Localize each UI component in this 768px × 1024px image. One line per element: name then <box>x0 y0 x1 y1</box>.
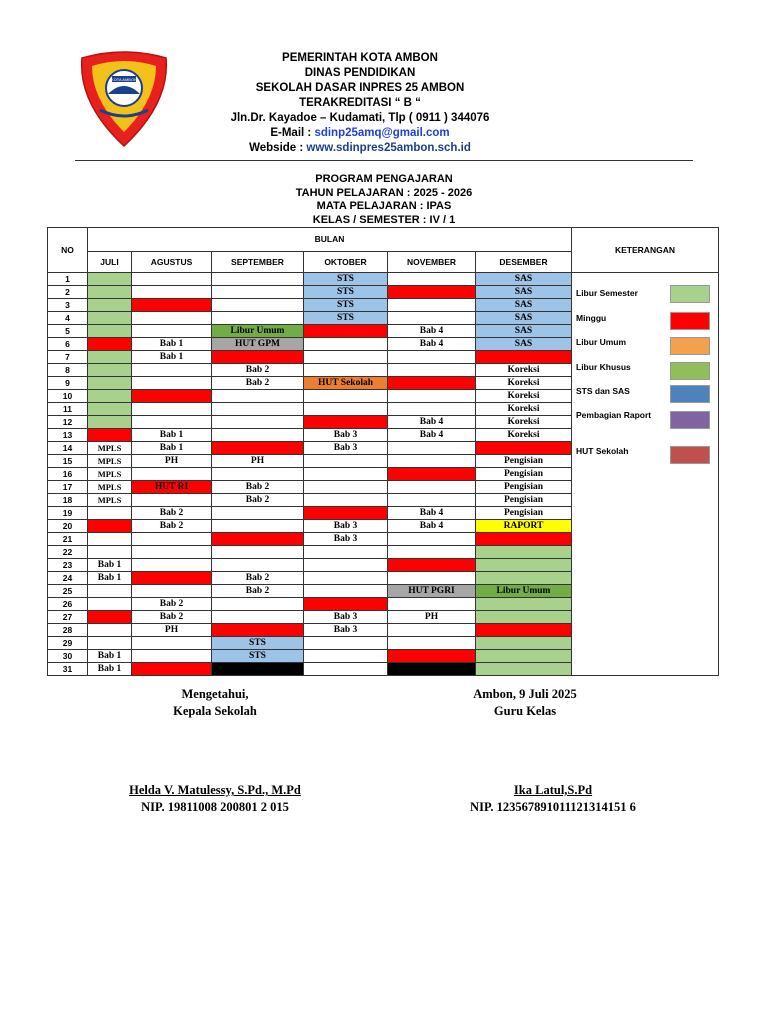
cell-september: Bab 2 <box>212 585 304 598</box>
header-no: NO <box>48 228 88 273</box>
cell-desember: Pengisian <box>476 468 572 481</box>
cell-juli: MPLS <box>88 455 132 468</box>
cell-november <box>388 481 476 494</box>
gov-name: PEMERINTAH KOTA AMBON <box>282 52 438 64</box>
cell-desember: SAS <box>476 338 572 351</box>
cell-agustus <box>132 312 212 325</box>
email-line <box>180 126 540 141</box>
cell-oktober: STS <box>304 286 388 299</box>
cell-desember <box>476 650 572 663</box>
cell-desember <box>476 546 572 559</box>
cell-oktober <box>304 637 388 650</box>
row-number: 6 <box>48 338 88 351</box>
cell-november <box>388 455 476 468</box>
teacher-title: Guru Kelas <box>493 704 557 718</box>
row-number: 11 <box>48 403 88 416</box>
cell-juli <box>88 286 132 299</box>
cell-agustus: Bab 1 <box>132 442 212 455</box>
row-number: 28 <box>48 624 88 637</box>
cell-juli <box>88 312 132 325</box>
cell-november <box>388 533 476 546</box>
cell-oktober <box>304 390 388 403</box>
cell-juli <box>88 338 132 351</box>
program-title-block <box>200 173 568 227</box>
row-number: 30 <box>48 650 88 663</box>
cell-november <box>388 624 476 637</box>
cell-november <box>388 663 476 676</box>
cell-november: Bab 4 <box>388 507 476 520</box>
cell-agustus: Bab 1 <box>132 338 212 351</box>
cell-september <box>212 546 304 559</box>
cell-november <box>388 637 476 650</box>
cell-oktober <box>304 338 388 351</box>
cell-oktober <box>304 364 388 377</box>
cell-september <box>212 468 304 481</box>
row-number: 8 <box>48 364 88 377</box>
cell-oktober <box>304 455 388 468</box>
row-number: 4 <box>48 312 88 325</box>
teacher-block <box>440 686 610 720</box>
cell-oktober: STS <box>304 312 388 325</box>
cell-september: Bab 2 <box>212 494 304 507</box>
cell-juli <box>88 546 132 559</box>
cell-desember <box>476 572 572 585</box>
cell-agustus <box>132 364 212 377</box>
cell-desember: Koreksi <box>476 429 572 442</box>
cell-desember: Koreksi <box>476 377 572 390</box>
program-title: PROGRAM PENGAJARAN <box>315 173 453 185</box>
row-number: 9 <box>48 377 88 390</box>
cell-desember: Koreksi <box>476 416 572 429</box>
place-date: Ambon, 9 Juli 2025 <box>473 687 577 701</box>
calendar-body <box>48 273 719 676</box>
row-number: 20 <box>48 520 88 533</box>
cell-agustus <box>132 559 212 572</box>
cell-agustus <box>132 299 212 312</box>
cell-oktober <box>304 507 388 520</box>
cell-november <box>388 364 476 377</box>
cell-desember: Pengisian <box>476 507 572 520</box>
row-number: 14 <box>48 442 88 455</box>
cell-desember <box>476 442 572 455</box>
row-number: 25 <box>48 585 88 598</box>
month-header-juli: JULI <box>88 252 132 273</box>
school-name: SEKOLAH DASAR INPRES 25 AMBON <box>255 82 465 94</box>
cell-juli <box>88 273 132 286</box>
cell-september <box>212 429 304 442</box>
cell-september <box>212 286 304 299</box>
cell-desember <box>476 611 572 624</box>
month-header-oktober: OKTOBER <box>304 252 388 273</box>
teacher-nip: NIP. 123567891011121314151 6 <box>470 800 636 814</box>
cell-november <box>388 442 476 455</box>
legend-swatch <box>670 362 710 380</box>
row-number: 7 <box>48 351 88 364</box>
email-link[interactable]: sdinp25amq@gmail.com <box>314 127 450 139</box>
cell-agustus <box>132 273 212 286</box>
row-number: 29 <box>48 637 88 650</box>
cell-desember: SAS <box>476 273 572 286</box>
cell-agustus: PH <box>132 455 212 468</box>
legend-label: Minggu <box>576 313 607 323</box>
website-line <box>180 141 540 156</box>
cell-september: Bab 2 <box>212 377 304 390</box>
cell-september <box>212 299 304 312</box>
cell-desember <box>476 637 572 650</box>
cell-juli: Bab 1 <box>88 650 132 663</box>
row-number: 10 <box>48 390 88 403</box>
cell-november <box>388 494 476 507</box>
cell-september <box>212 624 304 637</box>
cell-november <box>388 546 476 559</box>
svg-text:KOTA AMBON: KOTA AMBON <box>111 77 137 82</box>
row-number: 24 <box>48 572 88 585</box>
legend-swatch <box>670 312 710 330</box>
cell-juli <box>88 533 132 546</box>
keterangan-column <box>572 273 719 676</box>
cell-september <box>212 312 304 325</box>
cell-november: Bab 4 <box>388 416 476 429</box>
row-number: 21 <box>48 533 88 546</box>
cell-september: Bab 2 <box>212 364 304 377</box>
logo-shield-icon <box>78 48 170 148</box>
website-link[interactable]: www.sdinpres25ambon.sch.id <box>306 142 471 154</box>
cell-agustus: Bab 2 <box>132 611 212 624</box>
row-number: 26 <box>48 598 88 611</box>
legend-swatch <box>670 337 710 355</box>
cell-desember <box>476 624 572 637</box>
cell-oktober <box>304 663 388 676</box>
row-number: 23 <box>48 559 88 572</box>
cell-november <box>388 273 476 286</box>
cell-agustus <box>132 377 212 390</box>
cell-desember: SAS <box>476 286 572 299</box>
cell-november <box>388 299 476 312</box>
cell-oktober: Bab 3 <box>304 533 388 546</box>
cell-juli: MPLS <box>88 481 132 494</box>
teacher-name: Ika Latul,S.Pd <box>513 783 593 797</box>
cell-agustus: Bab 2 <box>132 507 212 520</box>
teacher-signature <box>438 782 668 816</box>
cell-oktober: Bab 3 <box>304 520 388 533</box>
headmaster-nip: NIP. 19811008 200801 2 015 <box>141 800 289 814</box>
cell-november <box>388 390 476 403</box>
cell-oktober <box>304 416 388 429</box>
cell-desember: Libur Umum <box>476 585 572 598</box>
cell-juli <box>88 585 132 598</box>
subject: MATA PELAJARAN : IPAS <box>316 200 452 212</box>
cell-agustus <box>132 468 212 481</box>
cell-desember: Koreksi <box>476 364 572 377</box>
cell-agustus: PH <box>132 624 212 637</box>
cell-juli <box>88 364 132 377</box>
cell-desember: Koreksi <box>476 403 572 416</box>
cell-oktober: Bab 3 <box>304 624 388 637</box>
email-label: E-Mail : <box>270 127 312 139</box>
cell-agustus: Bab 2 <box>132 598 212 611</box>
cell-agustus <box>132 390 212 403</box>
cell-september <box>212 663 304 676</box>
cell-november <box>388 572 476 585</box>
cell-desember <box>476 351 572 364</box>
cell-oktober <box>304 468 388 481</box>
headmaster-signature <box>95 782 335 816</box>
row-number: 31 <box>48 663 88 676</box>
cell-november: Bab 4 <box>388 429 476 442</box>
cell-desember: SAS <box>476 312 572 325</box>
legend-label: Pembagian Raport <box>576 410 652 420</box>
cell-oktober <box>304 559 388 572</box>
cell-agustus <box>132 286 212 299</box>
cell-oktober <box>304 325 388 338</box>
cell-oktober <box>304 572 388 585</box>
cell-desember: Pengisian <box>476 494 572 507</box>
cell-juli: Bab 1 <box>88 559 132 572</box>
month-header-november: NOVEMBER <box>388 252 476 273</box>
cell-oktober <box>304 598 388 611</box>
cell-oktober <box>304 481 388 494</box>
cell-juli <box>88 624 132 637</box>
cell-juli <box>88 520 132 533</box>
row-number: 12 <box>48 416 88 429</box>
table-row <box>48 273 719 286</box>
cell-september <box>212 559 304 572</box>
cell-oktober <box>304 494 388 507</box>
cell-november <box>388 559 476 572</box>
cell-desember: Pengisian <box>476 455 572 468</box>
cell-september: STS <box>212 637 304 650</box>
cell-desember: Koreksi <box>476 390 572 403</box>
cell-september <box>212 416 304 429</box>
school-logo <box>78 48 170 148</box>
legend-label: Libur Khusus <box>576 362 631 372</box>
cell-desember <box>476 559 572 572</box>
row-number: 16 <box>48 468 88 481</box>
cell-oktober: HUT Sekolah <box>304 377 388 390</box>
cell-oktober <box>304 403 388 416</box>
cell-september <box>212 390 304 403</box>
cell-september: Bab 2 <box>212 572 304 585</box>
cell-september: PH <box>212 455 304 468</box>
cell-november <box>388 403 476 416</box>
row-number: 22 <box>48 546 88 559</box>
cell-november <box>388 377 476 390</box>
cell-juli <box>88 611 132 624</box>
legend-label: Libur Umum <box>576 337 627 347</box>
header-bulan: BULAN <box>88 228 572 252</box>
row-number: 18 <box>48 494 88 507</box>
cell-agustus <box>132 637 212 650</box>
legend-swatch <box>670 285 710 303</box>
cell-oktober: Bab 3 <box>304 429 388 442</box>
cell-juli <box>88 598 132 611</box>
row-number: 2 <box>48 286 88 299</box>
cell-november <box>388 598 476 611</box>
cell-juli <box>88 390 132 403</box>
letterhead <box>180 51 540 156</box>
letterhead-divider <box>75 160 693 161</box>
cell-juli <box>88 325 132 338</box>
cell-juli <box>88 377 132 390</box>
cell-juli <box>88 403 132 416</box>
cell-november: HUT PGRI <box>388 585 476 598</box>
cell-agustus <box>132 416 212 429</box>
cell-juli <box>88 351 132 364</box>
cell-september: Bab 2 <box>212 481 304 494</box>
dept-name: DINAS PENDIDIKAN <box>304 67 416 79</box>
accreditation: TERAKREDITASI “ B “ <box>299 97 421 109</box>
cell-oktober <box>304 585 388 598</box>
row-number: 17 <box>48 481 88 494</box>
cell-agustus <box>132 546 212 559</box>
cell-juli <box>88 507 132 520</box>
cell-agustus <box>132 585 212 598</box>
cell-oktober <box>304 650 388 663</box>
cell-desember <box>476 533 572 546</box>
cell-november: PH <box>388 611 476 624</box>
cell-agustus <box>132 572 212 585</box>
cell-september <box>212 507 304 520</box>
cell-september: STS <box>212 650 304 663</box>
cell-desember: RAPORT <box>476 520 572 533</box>
headmaster-name: Helda V. Matulessy, S.Pd., M.Pd <box>129 783 301 797</box>
cell-juli: Bab 1 <box>88 663 132 676</box>
acknowledged-label: Mengetahui, <box>181 687 249 701</box>
cell-agustus: Bab 1 <box>132 429 212 442</box>
cell-agustus <box>132 650 212 663</box>
cell-november <box>388 351 476 364</box>
cell-oktober: Bab 3 <box>304 611 388 624</box>
row-number: 27 <box>48 611 88 624</box>
row-number: 15 <box>48 455 88 468</box>
row-number: 19 <box>48 507 88 520</box>
cell-juli: MPLS <box>88 468 132 481</box>
cell-september: Libur Umum <box>212 325 304 338</box>
cell-september <box>212 533 304 546</box>
cell-september <box>212 611 304 624</box>
cell-desember <box>476 663 572 676</box>
cell-desember: SAS <box>476 299 572 312</box>
cell-agustus: Bab 2 <box>132 520 212 533</box>
headmaster-title: Kepala Sekolah <box>173 704 257 718</box>
cell-september: HUT GPM <box>212 338 304 351</box>
cell-oktober: STS <box>304 273 388 286</box>
cell-juli: MPLS <box>88 442 132 455</box>
class-semester: KELAS / SEMESTER : IV / 1 <box>312 213 456 226</box>
address: Jln.Dr. Kayadoe – Kudamati, Tlp ( 0911 ) 344076 <box>230 112 490 124</box>
cell-juli <box>88 429 132 442</box>
cell-september <box>212 403 304 416</box>
cell-agustus: Bab 1 <box>132 351 212 364</box>
cell-oktober: STS <box>304 299 388 312</box>
legend-label: STS dan SAS <box>576 386 630 396</box>
cell-agustus <box>132 533 212 546</box>
month-header-september: SEPTEMBER <box>212 252 304 273</box>
legend-swatch <box>670 385 710 403</box>
cell-november: Bab 4 <box>388 520 476 533</box>
cell-juli <box>88 416 132 429</box>
cell-september <box>212 273 304 286</box>
cell-september <box>212 520 304 533</box>
month-header-agustus: AGUSTUS <box>132 252 212 273</box>
cell-agustus <box>132 403 212 416</box>
legend-swatch <box>670 411 710 429</box>
headmaster-block <box>120 686 310 720</box>
cell-november <box>388 312 476 325</box>
cell-agustus: HUT RI <box>132 481 212 494</box>
cell-november: Bab 4 <box>388 325 476 338</box>
cell-november: Bab 4 <box>388 338 476 351</box>
cell-agustus <box>132 663 212 676</box>
row-number: 13 <box>48 429 88 442</box>
cell-juli <box>88 299 132 312</box>
cell-oktober <box>304 351 388 364</box>
cell-desember <box>476 598 572 611</box>
month-header-desember: DESEMBER <box>476 252 572 273</box>
legend-label: HUT Sekolah <box>576 446 629 456</box>
cell-november <box>388 650 476 663</box>
cell-november <box>388 468 476 481</box>
cell-oktober <box>304 546 388 559</box>
row-number: 3 <box>48 299 88 312</box>
cell-juli: MPLS <box>88 494 132 507</box>
header-keterangan: KETERANGAN <box>572 228 719 273</box>
cell-juli <box>88 637 132 650</box>
cell-agustus <box>132 325 212 338</box>
cell-desember: Pengisian <box>476 481 572 494</box>
legend-swatch <box>670 446 710 464</box>
legend-label: Libur Semester <box>576 288 638 298</box>
school-year: TAHUN PELAJARAN : 2025 - 2026 <box>295 186 473 199</box>
cell-desember: SAS <box>476 325 572 338</box>
cell-september <box>212 598 304 611</box>
cell-oktober: Bab 3 <box>304 442 388 455</box>
website-label: Webside : <box>249 142 304 154</box>
row-number: 1 <box>48 273 88 286</box>
cell-juli: Bab 1 <box>88 572 132 585</box>
cell-agustus <box>132 494 212 507</box>
cell-september <box>212 351 304 364</box>
row-number: 5 <box>48 325 88 338</box>
cell-september <box>212 442 304 455</box>
cell-november <box>388 286 476 299</box>
